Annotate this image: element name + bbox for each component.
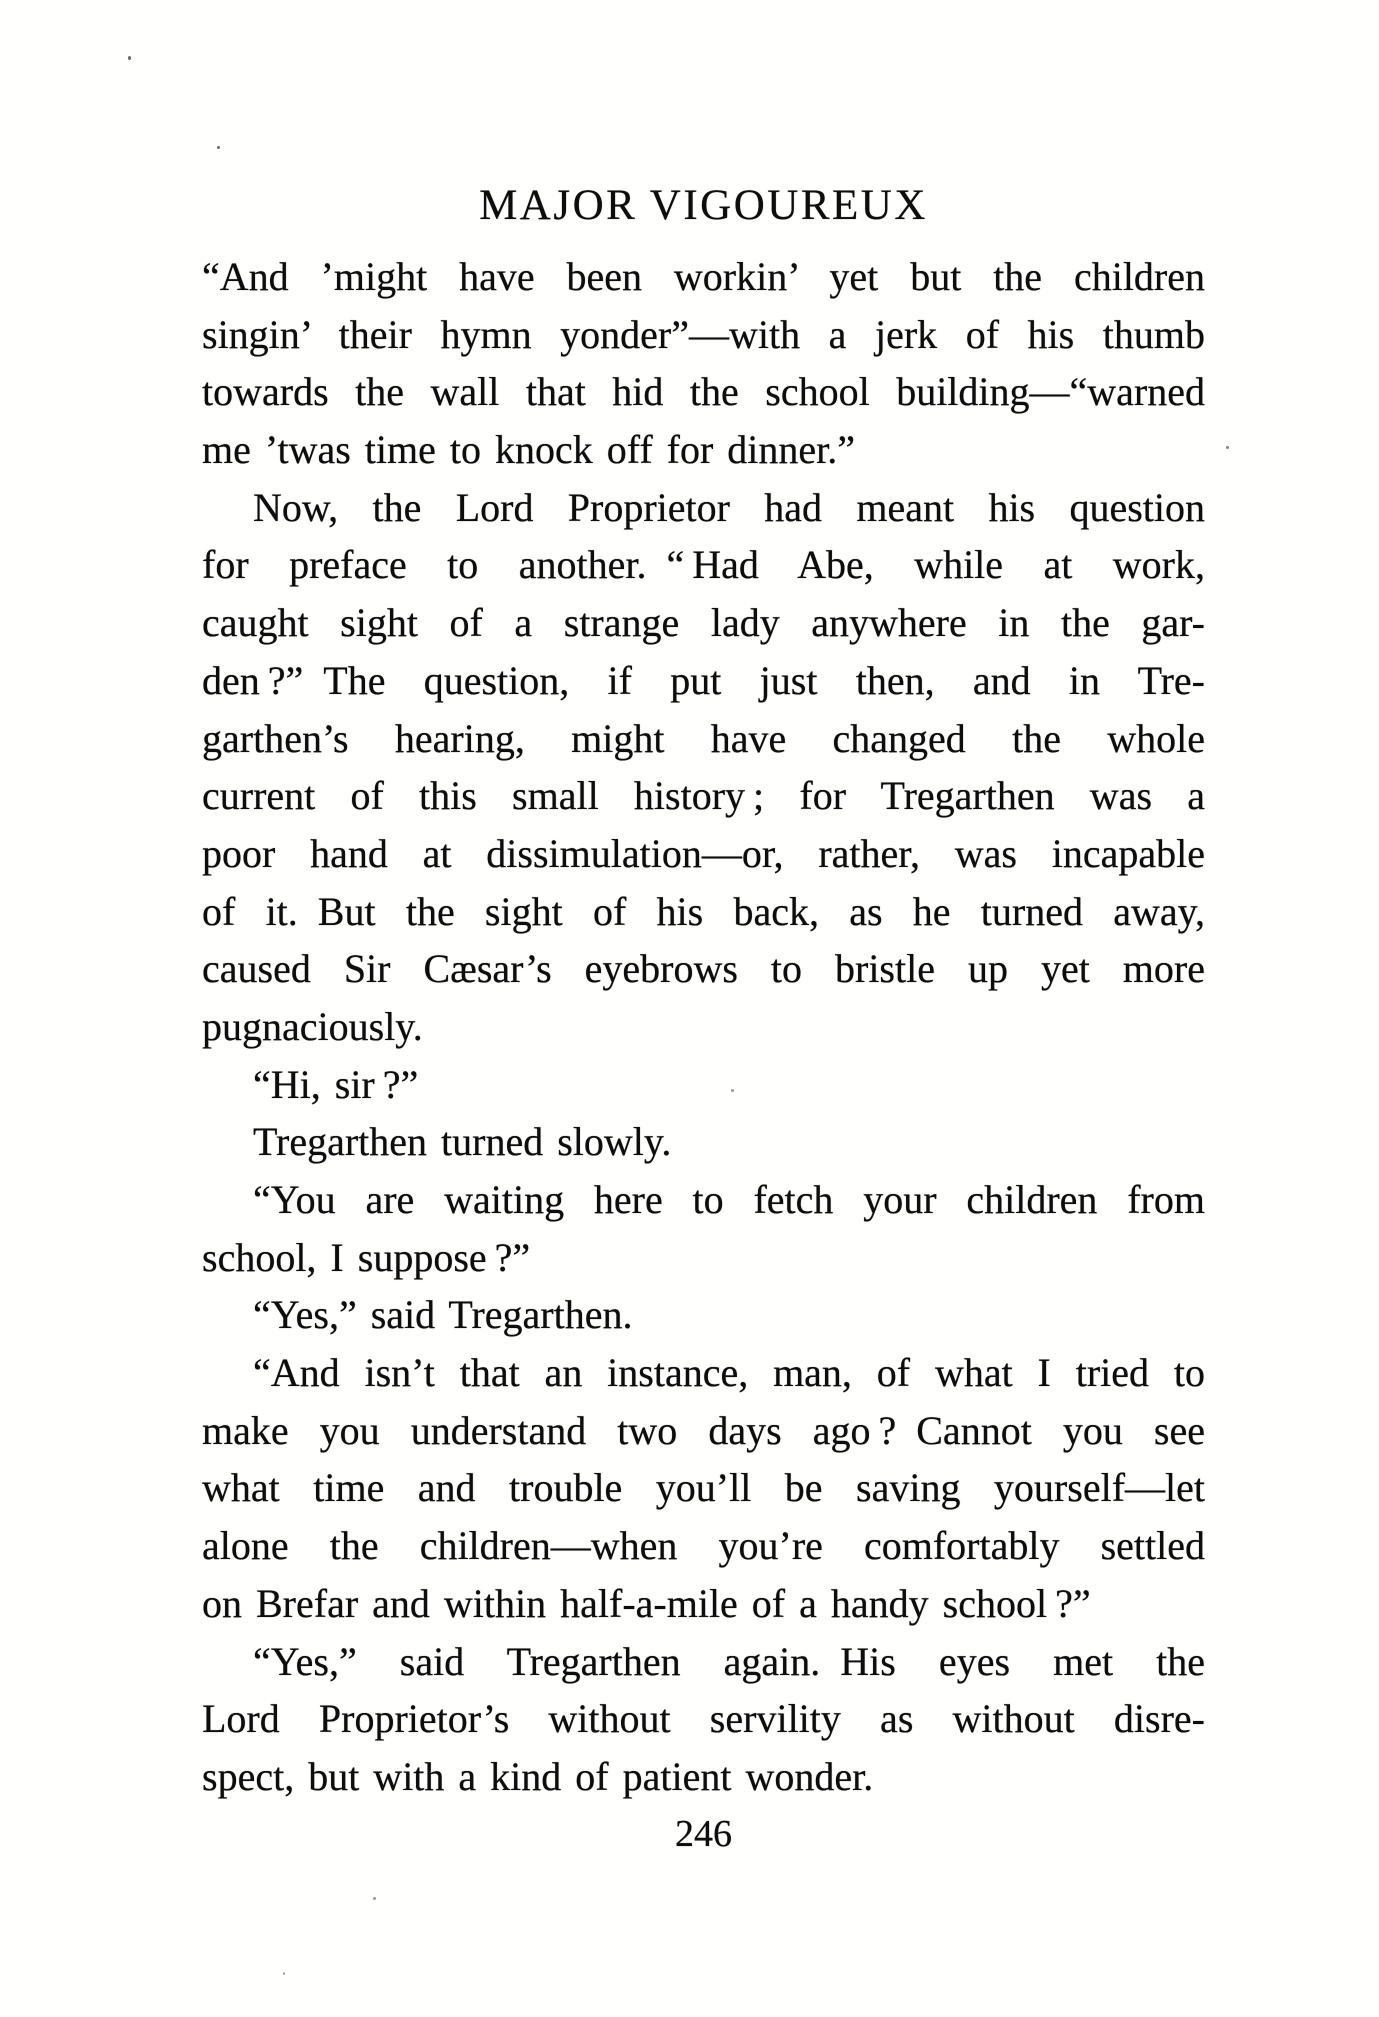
text-line: of it. But the sight of his back, as he turned away, (202, 888, 1205, 934)
text-line: “You are waiting here to fetch your children from (253, 1177, 1205, 1222)
text-line: poor hand at dissimulation—or, rather, was incapable (202, 830, 1205, 876)
scan-speck (128, 56, 131, 60)
text-line: “And ’might have been workin’ yet but the children (202, 254, 1205, 299)
text-line: den ?” The question, if put just then, and in Tre- (202, 657, 1205, 703)
text-line: what time and trouble you’ll be saving yourself—let (202, 1465, 1205, 1511)
text-line: caused Sir Cæsar’s eyebrows to bristle up yet more (202, 946, 1205, 992)
scan-speck (217, 146, 220, 149)
text-line: Tregarthen turned slowly. (253, 1119, 672, 1165)
text-line: spect, but with a kind of patient wonder. (202, 1753, 874, 1799)
text-line: current of this small history ; for Tregarthen was a (202, 773, 1205, 819)
scan-speck (283, 1972, 285, 1975)
text-line: for preface to another. “ Had Abe, while at work, (202, 542, 1205, 588)
text-line: “And isn’t that an instance, man, of what I tried to (253, 1350, 1205, 1396)
text-line: garthen’s hearing, might have changed the whole (202, 715, 1205, 761)
page-number: 246 (675, 1812, 732, 1855)
text-line: alone the children—when you’re comfortably settled (202, 1523, 1205, 1569)
page-text (202, 248, 1205, 1863)
text-line: singin’ their hymn yonder”—with a jerk of his thumb (202, 311, 1205, 357)
running-head: MAJOR VIGOUREUX (479, 182, 928, 229)
text-line: make you understand two days ago ? Cannot you see (202, 1407, 1205, 1453)
text-line: “Yes,” said Tregarthen again. His eyes met the (253, 1638, 1205, 1684)
text-line: me ’twas time to knock off for dinner.” (202, 427, 856, 473)
text-line: caught sight of a strange lady anywhere in the gar- (202, 600, 1205, 646)
text-line: school, I suppose ?” (202, 1234, 531, 1280)
scan-speck (1226, 446, 1229, 449)
text-line: towards the wall that hid the school building—“warned (202, 369, 1205, 415)
scan-speck (373, 1897, 376, 1900)
text-line: “Hi, sir ?” (253, 1061, 419, 1107)
text-line: Now, the Lord Proprietor had meant his question (253, 484, 1205, 530)
text-line: Lord Proprietor’s without servility as without disre- (202, 1696, 1205, 1742)
text-line: pugnaciously. (202, 1003, 423, 1049)
text-line: on Brefar and within half-a-mile of a handy school ?” (202, 1580, 1091, 1626)
text-line: “Yes,” said Tregarthen. (253, 1292, 633, 1338)
